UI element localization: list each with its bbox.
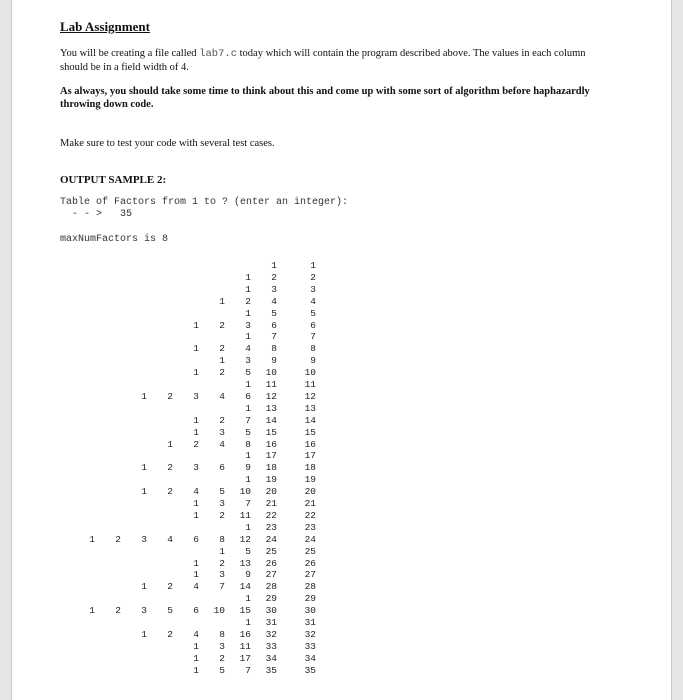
factor-cell: 1: [245, 593, 251, 605]
factor-cell: 13: [265, 402, 277, 414]
factor-cell: 1: [219, 545, 225, 557]
factor-cell: 7: [245, 414, 251, 426]
factor-cell: 1: [193, 640, 199, 652]
factor-cell: 1: [89, 605, 95, 617]
factor-cell: 5: [167, 605, 173, 617]
factor-cell: 5: [245, 426, 251, 438]
prompt-line: Table of Factors from 1 to ? (enter an integer):: [60, 197, 349, 208]
factor-cell: 2: [219, 319, 225, 331]
factor-cell: 4: [167, 533, 173, 545]
factor-cell: 2: [219, 509, 225, 521]
factor-cell: 25: [265, 545, 277, 557]
factor-cell: 1: [193, 367, 199, 379]
number-label: 31: [304, 617, 316, 628]
para1-prefix: You will be creating a file called: [60, 48, 197, 59]
factor-cell: 1: [193, 557, 199, 569]
number-label: 12: [304, 390, 316, 402]
factor-cell: 2: [167, 581, 173, 593]
factor-cell: 1: [193, 509, 199, 521]
factor-cell: 18: [265, 462, 277, 474]
factor-cell: 2: [167, 628, 173, 640]
factor-cell: 20: [265, 486, 277, 498]
number-label: 15: [304, 426, 316, 438]
number-label: 7: [310, 331, 316, 343]
number-label: 18: [304, 462, 316, 474]
factor-cell: 1: [193, 319, 199, 331]
factor-cell: 3: [141, 533, 147, 545]
paragraph-testing: Make sure to test your code with several test cases.: [60, 138, 275, 149]
factor-cell: 1: [193, 498, 199, 509]
max-factors-line: maxNumFactors is 8: [60, 234, 169, 245]
factor-cell: 1: [245, 402, 251, 414]
factor-cell: 1: [193, 343, 199, 355]
number-label: 35: [304, 664, 316, 676]
number-label: 26: [304, 557, 316, 569]
paragraph-instructions: [60, 47, 620, 74]
factor-cell: 1: [193, 652, 199, 664]
factor-cell: 3: [245, 355, 251, 367]
factor-cell: 27: [265, 569, 277, 581]
factor-cell: 3: [141, 605, 147, 617]
factor-cell: 3: [245, 319, 251, 331]
factor-cell: 2: [167, 390, 173, 402]
factor-cell: 1: [141, 581, 147, 593]
number-label: 33: [304, 640, 316, 652]
factor-cell: 1: [245, 307, 251, 319]
factor-cell: 2: [219, 343, 225, 355]
factor-cell: 7: [219, 581, 225, 593]
factor-cell: 10: [213, 605, 225, 617]
factor-cell: 14: [239, 581, 251, 593]
factor-cell: 4: [245, 343, 251, 355]
number-label: 16: [304, 438, 316, 450]
number-label: 4: [310, 295, 316, 307]
factor-cell: 1: [245, 617, 251, 628]
number-label: 17: [304, 450, 316, 462]
factor-cell: 1: [245, 283, 251, 295]
factor-cell: 1: [141, 628, 147, 640]
factor-cell: 3: [193, 390, 199, 402]
para2-line1: As always, you should take some time to think about this and come up with some sort of algorithm before haphazardly: [60, 86, 590, 97]
number-label: 34: [304, 652, 316, 664]
factor-cell: 30: [265, 605, 277, 617]
factor-cell: 12: [239, 533, 251, 545]
factor-cell: 1: [219, 295, 225, 307]
input-line: - - > 35: [60, 209, 133, 220]
factor-cell: 11: [239, 640, 251, 652]
factor-cell: 4: [193, 486, 199, 498]
factor-cell: 1: [89, 533, 95, 545]
factor-cell: 2: [115, 605, 121, 617]
factor-cell: 5: [271, 307, 277, 319]
factor-cell: 31: [265, 617, 277, 628]
number-label: 23: [304, 521, 316, 533]
factor-cell: 1: [245, 331, 251, 343]
factor-cell: 4: [219, 438, 225, 450]
factor-cell: 2: [245, 295, 251, 307]
factor-cell: 29: [265, 593, 277, 605]
factor-cell: 1: [245, 379, 251, 390]
factor-cell: 4: [193, 581, 199, 593]
factor-cell: 28: [265, 581, 277, 593]
factor-cell: 33: [265, 640, 277, 652]
factor-cell: 5: [245, 367, 251, 379]
factor-cell: 1: [193, 426, 199, 438]
factor-cell: 1: [167, 438, 173, 450]
factor-cell: 6: [193, 605, 199, 617]
factor-cell: 21: [265, 498, 277, 509]
factor-cell: 1: [141, 486, 147, 498]
factor-cell: 11: [265, 379, 277, 390]
factor-cell: 2: [219, 557, 225, 569]
factor-cell: 14: [265, 414, 277, 426]
factor-cell: 2: [219, 414, 225, 426]
factor-cell: 11: [239, 509, 251, 521]
factor-cell: 2: [219, 367, 225, 379]
number-label: 2: [310, 271, 316, 283]
factor-cell: 4: [219, 390, 225, 402]
factor-cell: 1: [193, 569, 199, 581]
factor-cell: 2: [167, 486, 173, 498]
factor-cell: 34: [265, 652, 277, 664]
filename-code: lab7.c: [199, 48, 237, 60]
number-label: 14: [304, 414, 316, 426]
factor-cell: 5: [219, 664, 225, 676]
factor-cell: 7: [271, 331, 277, 343]
number-label: 3: [310, 283, 316, 295]
factor-cell: 4: [193, 628, 199, 640]
factor-cell: 8: [219, 628, 225, 640]
factor-cell: 17: [239, 652, 251, 664]
number-label: 19: [304, 474, 316, 486]
number-label: 24: [304, 533, 316, 545]
factor-cell: 7: [245, 664, 251, 676]
factor-cell: 6: [219, 462, 225, 474]
factor-cell: 32: [265, 628, 277, 640]
page-title: Lab Assignment: [60, 19, 150, 34]
number-label: 8: [310, 343, 316, 355]
factor-cell: 1: [245, 474, 251, 486]
factor-cell: 1: [141, 390, 147, 402]
factor-cell: 6: [245, 390, 251, 402]
factor-cell: 13: [239, 557, 251, 569]
number-label: 25: [304, 545, 316, 557]
factor-cell: 10: [239, 486, 251, 498]
factor-cell: 1: [245, 450, 251, 462]
factor-cell: 6: [193, 533, 199, 545]
factor-cell: 9: [245, 462, 251, 474]
factor-cell: 1: [245, 521, 251, 533]
factor-cell: 23: [265, 521, 277, 533]
number-label: 30: [304, 605, 316, 617]
factor-cell: 8: [271, 343, 277, 355]
factor-cell: 2: [271, 271, 277, 283]
factor-cell: 15: [265, 426, 277, 438]
factor-cell: 3: [219, 498, 225, 509]
factor-cell: 17: [265, 450, 277, 462]
number-label: 28: [304, 581, 316, 593]
factor-cell: 3: [193, 462, 199, 474]
factor-cell: 2: [115, 533, 121, 545]
factor-cell: 35: [265, 664, 277, 676]
factor-cell: 2: [219, 652, 225, 664]
factor-cell: 26: [265, 557, 277, 569]
paragraph-advice: [60, 85, 620, 111]
factor-cell: 5: [245, 545, 251, 557]
factor-cell: 6: [271, 319, 277, 331]
number-label: 27: [304, 569, 316, 581]
factor-cell: 16: [265, 438, 277, 450]
factor-cell: 9: [245, 569, 251, 581]
factor-cell: 3: [219, 426, 225, 438]
factor-cell: 1: [245, 271, 251, 283]
factor-cell: 3: [219, 640, 225, 652]
number-label: 13: [304, 402, 316, 414]
section-heading: OUTPUT SAMPLE 2:: [60, 174, 167, 186]
factor-cell: 24: [265, 533, 277, 545]
factor-cell: 15: [239, 605, 251, 617]
number-label: 11: [304, 379, 316, 390]
number-label: 9: [310, 355, 316, 367]
para2-line2: throwing down code.: [60, 99, 154, 110]
number-label: 10: [304, 367, 316, 379]
para1-suffix: today which will contain the program described above. The values in each column: [239, 48, 586, 59]
factor-cell: 2: [193, 438, 199, 450]
factor-cell: 4: [271, 295, 277, 307]
factor-cell: 1: [193, 414, 199, 426]
factor-cell: 9: [271, 355, 277, 367]
factor-cell: 22: [265, 509, 277, 521]
factor-cell: 8: [219, 533, 225, 545]
factor-cell: 16: [239, 628, 251, 640]
factor-cell: 5: [219, 486, 225, 498]
factor-cell: 19: [265, 474, 277, 486]
number-label: 32: [304, 628, 316, 640]
document-page: [11, 0, 672, 700]
factor-cell: 3: [219, 569, 225, 581]
factor-cell: 8: [245, 438, 251, 450]
number-label: 29: [304, 593, 316, 605]
factor-cell: 1: [271, 260, 277, 271]
factor-cell: 7: [245, 498, 251, 509]
number-label: 21: [304, 498, 316, 509]
factor-cell: 1: [193, 664, 199, 676]
factor-cell: 10: [265, 367, 277, 379]
factor-cell: 1: [219, 355, 225, 367]
number-label: 5: [310, 307, 316, 319]
number-label: 20: [304, 486, 316, 498]
number-label: 1: [310, 260, 316, 271]
factor-cell: 3: [271, 283, 277, 295]
factor-cell: 1: [141, 462, 147, 474]
para1-line2: should be in a field width of 4.: [60, 62, 189, 73]
factor-cell: 12: [265, 390, 277, 402]
factor-cell: 2: [167, 462, 173, 474]
number-label: 22: [304, 509, 316, 521]
number-label: 6: [310, 319, 316, 331]
